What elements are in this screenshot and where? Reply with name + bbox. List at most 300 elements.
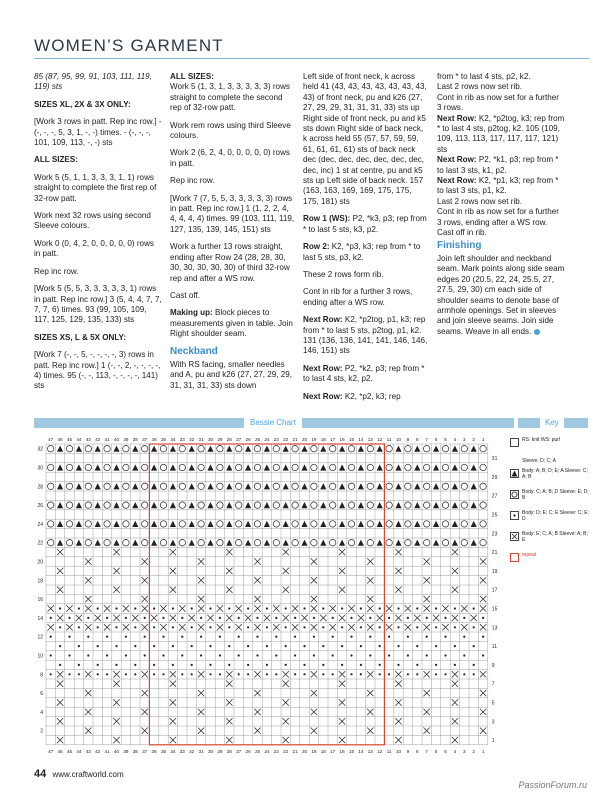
chart-circle-stitch (123, 521, 129, 527)
chart-cross-stitch (424, 709, 430, 715)
chart-circle-stitch (386, 446, 392, 452)
chart-dot-stitch (125, 654, 127, 656)
chart-circle-stitch (442, 502, 448, 508)
chart-circle-stitch (104, 521, 110, 527)
column-number: 26 (245, 437, 251, 442)
instruction-paragraph: Last 2 rows now set rib. (437, 196, 523, 206)
chart-dot-stitch (191, 607, 193, 609)
chart-dot-stitch (416, 626, 418, 628)
row-number: 23 (491, 531, 498, 538)
chart-triangle-stitch (245, 540, 251, 546)
instruction-paragraph: Cont in rib for a further 3 rows, ending after a WS row. (303, 287, 413, 307)
column-number: 23 (273, 437, 279, 442)
text-column-1 (34, 72, 162, 399)
chart-dot-stitch (294, 636, 296, 638)
neckband-heading: Neckband (170, 345, 218, 357)
column-number: 7 (425, 748, 428, 754)
chart-dot-stitch (134, 645, 136, 647)
row-number: 7 (491, 681, 495, 688)
chart-triangle-stitch (57, 540, 63, 546)
chart-triangle-stitch (452, 540, 458, 546)
chart-cross-stitch (320, 615, 326, 621)
chart-cross-stitch (113, 587, 119, 593)
chart-cross-stitch (311, 596, 317, 602)
chart-dot-stitch (341, 626, 343, 628)
chart-triangle-stitch (245, 502, 251, 508)
chart-circle-stitch (386, 521, 392, 527)
chart-dot-stitch (144, 636, 146, 638)
chart-triangle-stitch (414, 502, 420, 508)
row-number: 18 (37, 578, 43, 585)
chart-circle-stitch (123, 446, 129, 452)
key-item-label: Body: A; B; D; E; A Sleeve: C; A; B (522, 468, 588, 480)
row-label: Row 1 (WS): (303, 214, 351, 224)
chart-triangle-stitch (207, 446, 213, 452)
chart-dot-stitch (97, 673, 99, 675)
chart-dot-stitch (275, 673, 277, 675)
row-number: 31 (491, 456, 498, 463)
chart-triangle-stitch (377, 446, 383, 452)
column-number: 33 (179, 748, 185, 754)
chart-circle-stitch (236, 521, 242, 527)
chart-dot-stitch (78, 645, 80, 647)
chart-cross-stitch (76, 615, 82, 621)
chart-triangle-stitch (339, 521, 345, 527)
column-number: 33 (179, 437, 185, 442)
chart-triangle-stitch (301, 464, 307, 470)
chart-cross-stitch (142, 624, 148, 630)
chart-triangle-stitch (452, 502, 458, 508)
chart-circle-stitch (236, 502, 242, 508)
row-number: 4 (40, 709, 43, 716)
chart-cross-stitch (254, 596, 260, 602)
chart-circle-stitch (179, 446, 185, 452)
chart-dot-stitch (87, 636, 89, 638)
chart-dot-stitch (454, 607, 456, 609)
row-number: 8 (40, 672, 43, 679)
chart-triangle-stitch (320, 502, 326, 508)
chart-circle-stitch (480, 521, 486, 527)
chart-cross-stitch (113, 699, 119, 705)
chart-dot-stitch (78, 673, 80, 675)
column-number: 11 (386, 437, 392, 442)
chart-cross-stitch (367, 671, 373, 677)
chart-triangle-stitch (471, 483, 477, 489)
chart-circle-stitch (123, 540, 129, 546)
chart-dot-stitch (106, 673, 108, 675)
column-number: 24 (264, 748, 270, 754)
chart-cross-stitch (367, 624, 373, 630)
column-number: 18 (320, 437, 326, 442)
row-label: Next Row: (437, 155, 477, 165)
chart-circle-stitch (405, 521, 411, 527)
chart-dot-stitch (97, 607, 99, 609)
chart-triangle-stitch (207, 540, 213, 546)
row-number: 15 (491, 606, 498, 613)
chart-cross-stitch (367, 690, 373, 696)
chart-triangle-stitch (358, 483, 364, 489)
chart-triangle-stitch (132, 464, 138, 470)
chart-triangle-stitch (189, 446, 195, 452)
chart-triangle-stitch (113, 446, 119, 452)
chart-cross-stitch (142, 709, 148, 715)
chart-key (508, 436, 593, 572)
chart-triangle-stitch (358, 502, 364, 508)
blank-square-icon (510, 438, 519, 447)
chart-circle-stitch (330, 464, 336, 470)
chart-circle-stitch (386, 540, 392, 546)
chart-cross-stitch (85, 624, 91, 630)
chart-dot-stitch (360, 664, 362, 666)
column-number: 43 (85, 748, 91, 754)
chart-dot-stitch (247, 664, 249, 666)
chart-dot-stitch (426, 636, 428, 638)
chart-cross-stitch (442, 624, 448, 630)
column-number: 16 (339, 437, 345, 442)
column-number: 45 (66, 748, 73, 754)
chart-dot-stitch (153, 664, 155, 666)
chart-dot-stitch (153, 645, 155, 647)
instruction-paragraph: Work 2 (6, 2, 4, 0, 0, 0, 0, 0) rows in patt. (170, 148, 290, 168)
dot-icon (510, 511, 519, 520)
instruction-paragraph: Cont in rib as now set for a further 3 rows. (437, 92, 559, 113)
chart-dot-stitch (162, 654, 164, 656)
chart-triangle-stitch (471, 521, 477, 527)
row-number: 30 (37, 465, 43, 472)
chart-dot-stitch (256, 617, 258, 619)
row-number: 14 (37, 615, 43, 622)
chart-dot-stitch (134, 664, 136, 666)
row-number: 6 (40, 691, 43, 698)
column-number: 5 (444, 437, 447, 442)
chart-dot-stitch (444, 617, 446, 619)
chart-header (34, 418, 514, 428)
column-number: 39 (123, 437, 129, 442)
column-number: 19 (311, 437, 317, 442)
key-item (508, 488, 593, 509)
chart-cross-stitch (452, 549, 458, 555)
chart-cross-stitch (198, 624, 204, 630)
chart-triangle-stitch (452, 521, 458, 527)
chart-dot-stitch (115, 607, 117, 609)
chart-triangle-stitch (320, 483, 326, 489)
chart-dot-stitch (379, 664, 381, 666)
column-number: 4 (453, 437, 457, 442)
chart-dot-stitch (209, 626, 211, 628)
chart-circle-stitch (179, 540, 185, 546)
chart-dot-stitch (303, 664, 305, 666)
chart-triangle-stitch (433, 483, 439, 489)
chart-circle-stitch (424, 483, 430, 489)
chart-cross-stitch (179, 605, 185, 611)
chart-circle-stitch (442, 540, 448, 546)
chart-circle-stitch (367, 483, 373, 489)
chart-cross-stitch (452, 718, 458, 724)
column-number: 15 (348, 437, 355, 442)
row-instruction: K2, *p1, k3; rep from * to last 3 sts, p1, k2. (437, 176, 559, 196)
instruction-paragraph: Last 2 rows now set rib. (437, 82, 523, 92)
column-number: 44 (76, 748, 82, 754)
chart-dot-stitch (59, 607, 61, 609)
chart-cross-stitch (254, 709, 260, 715)
chart-triangle-stitch (95, 521, 101, 527)
chart-cross-stitch (367, 605, 373, 611)
chart-dot-stitch (106, 617, 108, 619)
chart-cross-stitch (57, 699, 63, 705)
chart-circle-stitch (66, 502, 72, 508)
chart-cross-stitch (367, 709, 373, 715)
chart-circle-stitch (348, 521, 354, 527)
column-number: 41 (104, 437, 110, 442)
chart-triangle-stitch (414, 464, 420, 470)
chart-cross-stitch (85, 596, 91, 602)
chart-dot-stitch (219, 673, 221, 675)
column-number: 8 (416, 748, 419, 754)
chart-cross-stitch (367, 558, 373, 564)
chart-cross-stitch (283, 671, 289, 677)
chart-circle-stitch (66, 483, 72, 489)
chart-cross-stitch (113, 681, 119, 687)
key-item (508, 467, 593, 488)
chart-cross-stitch (480, 577, 486, 583)
chart-circle-stitch (85, 483, 91, 489)
site-link[interactable]: www.craftworld.com (52, 770, 124, 779)
chart-circle-stitch (442, 446, 448, 452)
chart-triangle-stitch (433, 521, 439, 527)
column-number: 23 (273, 748, 279, 754)
chart-dot-stitch (78, 664, 80, 666)
column-number: 5 (444, 748, 447, 754)
end-bullet-icon (534, 329, 540, 335)
chart-dot-stitch (388, 636, 390, 638)
chart-dot-stitch (181, 617, 183, 619)
chart-circle-stitch (424, 502, 430, 508)
chart-circle-stitch (66, 464, 72, 470)
text-column-4 (437, 72, 565, 344)
chart-cross-stitch (254, 605, 260, 611)
chart-cross-stitch (254, 624, 260, 630)
row-number: 26 (37, 503, 43, 510)
instruction-paragraph: Work rem rows using third Sleeve colours. (170, 120, 291, 141)
chart-circle-stitch (123, 483, 129, 489)
row-number: 32 (37, 446, 43, 453)
chart-circle-stitch (311, 502, 317, 508)
chart-dot-stitch (454, 664, 456, 666)
page-footer (34, 768, 124, 780)
chart-cross-stitch (480, 596, 486, 602)
chart-dot-stitch (191, 626, 193, 628)
chart-dot-stitch (238, 617, 240, 619)
chart-dot-stitch (219, 617, 221, 619)
chart-dot-stitch (153, 607, 155, 609)
chart-circle-stitch (273, 446, 279, 452)
chart-dot-stitch (106, 636, 108, 638)
chart-cross-stitch (386, 605, 392, 611)
chart-cross-stitch (311, 605, 317, 611)
chart-dot-stitch (285, 626, 287, 628)
repeat-icon (510, 553, 519, 562)
key-item (508, 551, 593, 572)
circle-icon (510, 490, 519, 499)
chart-cross-stitch (226, 737, 232, 743)
chart-dot-stitch (191, 664, 193, 666)
chart-dot-stitch (256, 636, 258, 638)
column-number: 21 (292, 437, 298, 442)
chart-dot-stitch (181, 654, 183, 656)
chart-triangle-stitch (301, 483, 307, 489)
chart-cross-stitch (198, 709, 204, 715)
instruction-paragraph: Cont in rib as now set for a further 3 rows, ending after a WS row. (437, 207, 559, 227)
chart-circle-stitch (480, 502, 486, 508)
chart-cross-stitch (245, 615, 251, 621)
chart-cross-stitch (226, 615, 232, 621)
chart-cross-stitch (339, 699, 345, 705)
chart-triangle-stitch (471, 446, 477, 452)
chart-circle-stitch (348, 540, 354, 546)
chart-circle-stitch (348, 446, 354, 452)
chart-dot-stitch (482, 636, 484, 638)
chart-dot-stitch (219, 654, 221, 656)
chart-dot-stitch (294, 617, 296, 619)
column-number: 14 (358, 748, 364, 754)
chart-dot-stitch (313, 636, 315, 638)
chart-triangle-stitch (132, 483, 138, 489)
chart-dot-stitch (463, 636, 465, 638)
page-header (0, 34, 593, 60)
chart-cross-stitch (395, 615, 401, 621)
chart-cross-stitch (339, 737, 345, 743)
chart-circle-stitch (160, 502, 166, 508)
chart-triangle-stitch (358, 446, 364, 452)
chart-title: Bessie Chart (244, 417, 302, 428)
chart-cross-stitch (367, 596, 373, 602)
instruction-paragraph: [Work 7 (7, 5, 5, 3, 3, 3, 3, 3) rows in patt. Rep inc row.] 1 (1, 2, 2, 4, 4, 4, 4, 4) times. 99 (103, 111, 119, 127, 135, 139, 145, 151) sts (170, 193, 295, 234)
chart-triangle-stitch (95, 502, 101, 508)
row-number: 16 (37, 597, 43, 604)
chart-circle-stitch (311, 540, 317, 546)
chart-triangle-stitch (283, 464, 289, 470)
chart-dot-stitch (106, 654, 108, 656)
chart-cross-stitch (339, 615, 345, 621)
chart-dot-stitch (369, 636, 371, 638)
chart-cross-stitch (132, 615, 138, 621)
chart-circle-stitch (273, 464, 279, 470)
chart-dot-stitch (303, 673, 305, 675)
chart-triangle-stitch (245, 521, 251, 527)
chart-circle-stitch (461, 464, 467, 470)
chart-circle-stitch (198, 502, 204, 508)
chart-circle-stitch (330, 502, 336, 508)
column-number: 11 (386, 748, 392, 754)
chart-circle-stitch (217, 483, 223, 489)
instruction-paragraph: Cast off. (170, 290, 200, 300)
chart-circle-stitch (160, 483, 166, 489)
chart-dot-stitch (379, 626, 381, 628)
chart-triangle-stitch (264, 483, 270, 489)
chart-triangle-stitch (207, 464, 213, 470)
row-instruction: P2, *k1, p3; rep from * to last 3 sts, k1, p2. (437, 155, 559, 175)
column-number: 25 (254, 748, 261, 754)
chart-cross-stitch (151, 615, 157, 621)
chart-cross-stitch (226, 681, 232, 687)
row-label: Next Row: (437, 113, 477, 123)
chart-dot-stitch (397, 607, 399, 609)
chart-dot-stitch (275, 636, 277, 638)
chart-circle-stitch (424, 464, 430, 470)
chart-cross-stitch (480, 558, 486, 564)
chart-cross-stitch (395, 568, 401, 574)
chart-triangle-stitch (339, 540, 345, 546)
chart-triangle-stitch (339, 483, 345, 489)
chart-cross-stitch (57, 568, 63, 574)
chart-dot-stitch (482, 654, 484, 656)
chart-cross-stitch (480, 671, 486, 677)
chart-dot-stitch (482, 617, 484, 619)
chart-circle-stitch (442, 464, 448, 470)
column-number: 31 (198, 748, 204, 754)
chart-cross-stitch (57, 549, 63, 555)
chart-circle-stitch (405, 464, 411, 470)
instruction-paragraph: from * to last 4 sts, p2, k2. (437, 72, 531, 81)
column-number: 24 (264, 437, 270, 442)
column-number: 31 (198, 437, 204, 442)
column-number: 1 (481, 437, 485, 442)
column-number: 12 (377, 748, 383, 754)
chart-dot-stitch (473, 664, 475, 666)
chart-cross-stitch (283, 681, 289, 687)
column-number: 3 (463, 437, 466, 442)
chart-cross-stitch (142, 558, 148, 564)
chart-dot-stitch (134, 673, 136, 675)
chart-cross-stitch (85, 577, 91, 583)
chart-circle-stitch (424, 540, 430, 546)
chart-dot-stitch (172, 664, 174, 666)
chart-triangle-stitch (226, 540, 232, 546)
chart-circle-stitch (480, 446, 486, 452)
row-label: Row 2: (303, 242, 330, 252)
chart-dot-stitch (397, 664, 399, 666)
chart-circle-stitch (367, 446, 373, 452)
chart-circle-stitch (160, 464, 166, 470)
chart-dot-stitch (238, 673, 240, 675)
chart-triangle-stitch (226, 502, 232, 508)
chart-circle-stitch (142, 540, 148, 546)
chart-circle-stitch (104, 446, 110, 452)
column-number: 13 (367, 748, 373, 754)
chart-dot-stitch (78, 607, 80, 609)
chart-circle-stitch (236, 483, 242, 489)
chart-cross-stitch (424, 671, 430, 677)
chart-circle-stitch (348, 483, 354, 489)
chart-cross-stitch (142, 577, 148, 583)
chart-triangle-stitch (170, 502, 176, 508)
chart-dot-stitch (341, 664, 343, 666)
instruction-paragraph: [Work 5 (5, 5, 3, 3, 3, 3, 3, 1) rows in patt. Rep inc row.] 3 (5, 4, 4, 7, 7, 7, 7, 6) times. 93 (99, 105, 109, 117, 125, 129, 135, 133) sts (34, 284, 162, 325)
chart-dot-stitch (59, 645, 61, 647)
column-number: 10 (395, 748, 402, 754)
row-number: 5 (491, 700, 495, 707)
chart-circle-stitch (311, 521, 317, 527)
chart-dot-stitch (379, 607, 381, 609)
chart-triangle-stitch (132, 502, 138, 508)
chart-triangle-stitch (95, 464, 101, 470)
chart-dot-stitch (350, 636, 352, 638)
column-number: 34 (170, 748, 176, 754)
chart-circle-stitch (160, 540, 166, 546)
column-number: 35 (160, 437, 167, 442)
chart-circle-stitch (48, 446, 54, 452)
chart-circle-stitch (424, 521, 430, 527)
